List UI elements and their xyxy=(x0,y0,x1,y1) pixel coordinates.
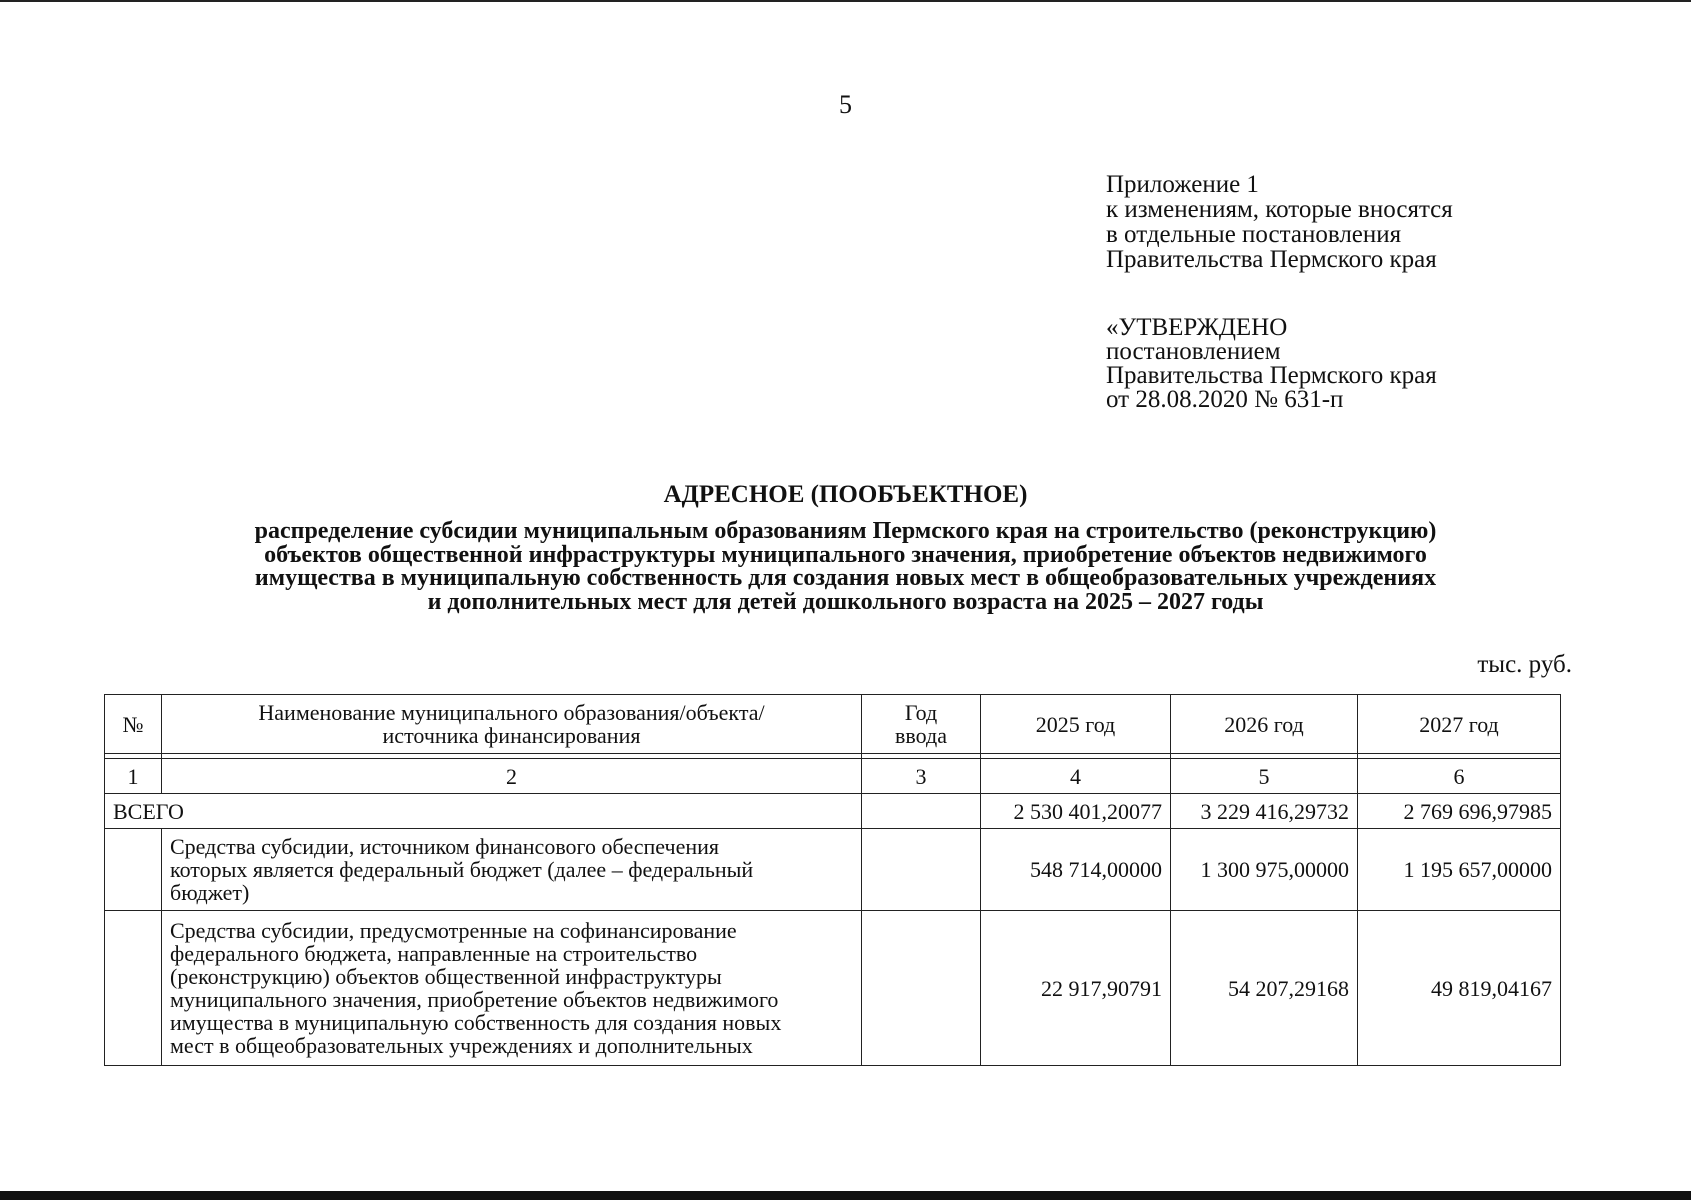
subtitle-line: объектов общественной инфраструктуры муниципального значения, приобретение объектов недвижимого xyxy=(264,541,1427,568)
subtitle-line: и дополнительных мест для детей дошкольного возраста на 2025 – 2027 годы xyxy=(427,588,1264,615)
index-cell: 3 xyxy=(862,759,981,794)
row-name-line: федерального бюджета, направленные на строительство xyxy=(170,941,698,966)
table-row xyxy=(105,911,1561,1066)
total-2027: 2 769 696,97985 xyxy=(1358,794,1561,829)
annex-block xyxy=(1106,172,1453,272)
approval-line: постановлением xyxy=(1106,338,1281,365)
approval-line: «УТВЕРЖДЕНО xyxy=(1106,314,1288,341)
row-name-line: бюджет) xyxy=(170,880,250,905)
row-name-line: Средства субсидии, источником финансового обеспечения xyxy=(170,834,720,859)
header-num: № xyxy=(105,695,162,754)
header-year xyxy=(862,695,981,754)
index-cell: 1 xyxy=(105,759,162,794)
header-year-line: ввода xyxy=(895,723,947,748)
annex-line: Правительства Пермского края xyxy=(1106,246,1437,273)
total-label: ВСЕГО xyxy=(105,794,862,829)
annex-line: Приложение 1 xyxy=(1106,171,1259,198)
page-number: 5 xyxy=(839,90,852,119)
row-2027: 1 195 657,00000 xyxy=(1358,829,1561,911)
row-num xyxy=(105,911,162,1066)
scan-bottom-edge xyxy=(0,1191,1691,1200)
row-name xyxy=(162,911,862,1066)
row-year xyxy=(862,911,981,1066)
header-name-line: источника финансирования xyxy=(382,723,641,748)
column-index-row xyxy=(105,759,1561,794)
approval-line: Правительства Пермского края xyxy=(1106,362,1437,389)
approval-line: от 28.08.2020 № 631-п xyxy=(1106,386,1344,413)
row-2027: 49 819,04167 xyxy=(1358,911,1561,1066)
total-year xyxy=(862,794,981,829)
header-2026: 2026 год xyxy=(1171,695,1358,754)
row-name-line: (реконструкцию) объектов общественной инфраструктуры xyxy=(170,964,722,989)
row-2025: 22 917,90791 xyxy=(981,911,1171,1066)
document-subtitle xyxy=(100,520,1591,614)
scan-top-edge xyxy=(0,0,1691,2)
subtitle-line: распределение субсидии муниципальным образованиям Пермского края на строительство (реконструкцию) xyxy=(254,518,1437,544)
row-name-line: Средства субсидии, предусмотренные на софинансирование xyxy=(170,918,737,943)
row-name-line: которых является федеральный бюджет (далее – федеральный xyxy=(170,857,754,882)
total-2026: 3 229 416,29732 xyxy=(1171,794,1358,829)
row-year xyxy=(862,829,981,911)
index-cell: 2 xyxy=(162,759,862,794)
total-2025: 2 530 401,20077 xyxy=(981,794,1171,829)
row-2026: 54 207,29168 xyxy=(1171,911,1358,1066)
table-header-row xyxy=(105,695,1561,754)
table-row xyxy=(105,829,1561,911)
header-name xyxy=(162,695,862,754)
row-name-line: имущества в муниципальную собственность для создания новых xyxy=(170,1010,782,1035)
allocation-table xyxy=(104,694,1561,1066)
index-cell: 4 xyxy=(981,759,1171,794)
total-row xyxy=(105,794,1561,829)
subtitle-line: имущества в муниципальную собственность для создания новых мест в общеобразовательных учреждениях xyxy=(254,565,1437,591)
units-label: тыс. руб. xyxy=(1477,651,1572,678)
row-name-line: мест в общеобразовательных учреждениях и дополнительных xyxy=(170,1033,753,1058)
approval-block xyxy=(1106,316,1437,412)
row-2026: 1 300 975,00000 xyxy=(1171,829,1358,911)
row-2025: 548 714,00000 xyxy=(981,829,1171,911)
annex-line: к изменениям, которые вносятся xyxy=(1106,196,1453,223)
row-name-line: муниципального значения, приобретение объектов недвижимого xyxy=(170,987,779,1012)
header-2027: 2027 год xyxy=(1358,695,1561,754)
annex-line: в отдельные постановления xyxy=(1106,221,1402,248)
header-name-line: Наименование муниципального образования/объекта/ xyxy=(258,700,765,725)
header-year-line: Год xyxy=(904,700,938,725)
header-2025: 2025 год xyxy=(981,695,1171,754)
row-name xyxy=(162,829,862,911)
row-num xyxy=(105,829,162,911)
index-cell: 6 xyxy=(1358,759,1561,794)
document-title: АДРЕСНОЕ (ПООБЪЕКТНОЕ) xyxy=(663,481,1028,508)
index-cell: 5 xyxy=(1171,759,1358,794)
